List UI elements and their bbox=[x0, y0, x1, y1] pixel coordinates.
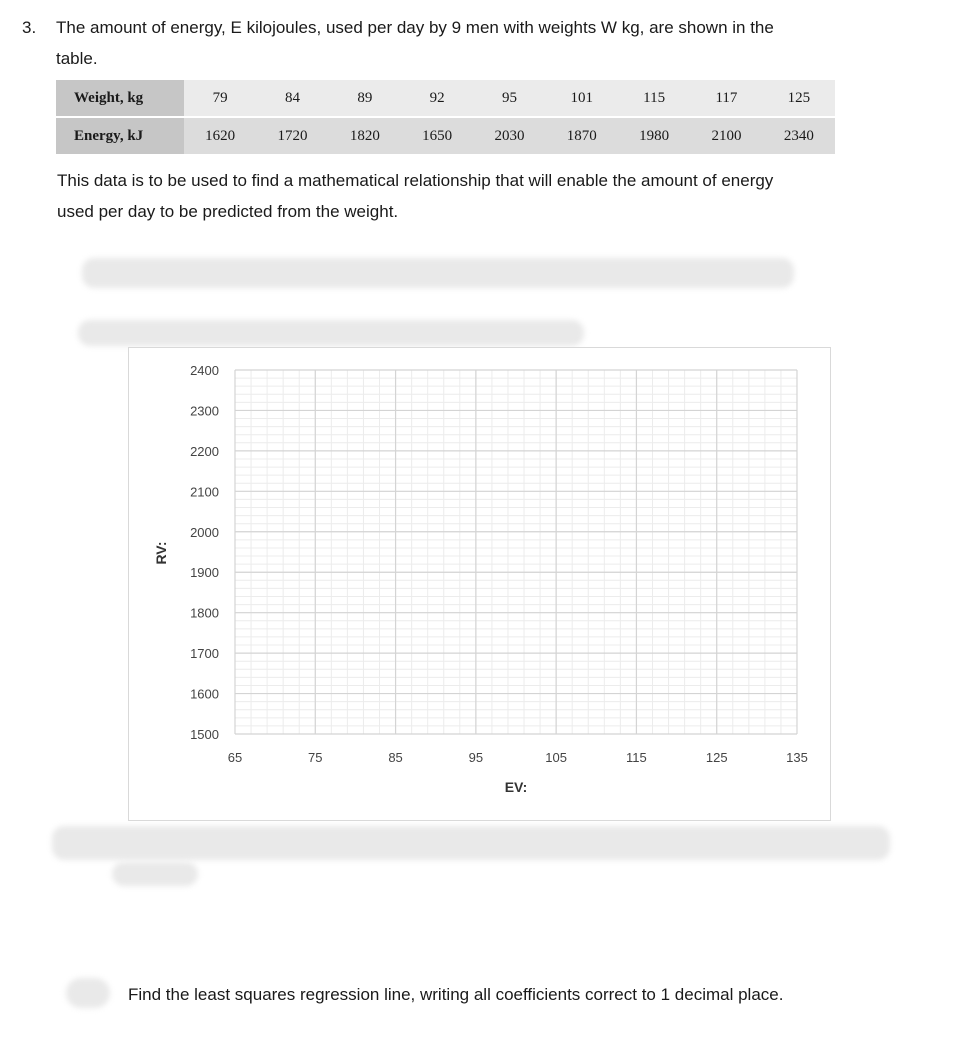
y-tick-label: 1800 bbox=[190, 605, 219, 621]
y-tick-label: 1900 bbox=[190, 565, 219, 581]
y-tick-label: 2400 bbox=[190, 363, 219, 378]
table-cell: 2030 bbox=[473, 117, 545, 154]
table-cell: 2340 bbox=[763, 117, 835, 154]
redacted-line bbox=[82, 258, 794, 288]
x-axis-title: EV: bbox=[504, 779, 528, 795]
chart-canvas bbox=[129, 348, 832, 822]
x-tick-label: 85 bbox=[388, 750, 403, 765]
data-table bbox=[56, 80, 835, 154]
y-tick-label: 1500 bbox=[190, 727, 219, 742]
x-tick-label: 75 bbox=[308, 750, 323, 765]
table-cell: 92 bbox=[401, 80, 473, 117]
x-tick-label: 115 bbox=[626, 750, 647, 765]
table-cell: 84 bbox=[256, 80, 328, 117]
redacted-line bbox=[112, 862, 198, 886]
x-tick-label: 65 bbox=[227, 750, 243, 765]
table-cell: 79 bbox=[184, 80, 256, 117]
y-tick-label: 1700 bbox=[190, 646, 219, 662]
y-axis-title: RV: bbox=[153, 541, 169, 565]
y-axis-ticks bbox=[190, 363, 219, 742]
table-cell: 89 bbox=[329, 80, 401, 117]
table-cell: 1870 bbox=[546, 117, 618, 154]
question-line-1 bbox=[22, 17, 774, 39]
redacted-line bbox=[52, 826, 890, 860]
row-header-energy: Energy, kJ bbox=[56, 117, 184, 154]
x-tick-label: 135 bbox=[786, 750, 808, 765]
redacted-mark bbox=[66, 978, 110, 1008]
table-cell: 1980 bbox=[618, 117, 690, 154]
x-tick-label: 95 bbox=[468, 750, 484, 765]
table-cell: 95 bbox=[473, 80, 545, 117]
question-line-2: table. bbox=[56, 49, 98, 68]
table-cell: 125 bbox=[763, 80, 835, 117]
table-cell: 101 bbox=[546, 80, 618, 117]
y-tick-label: 2300 bbox=[190, 403, 219, 419]
row-header-weight: Weight, kg bbox=[56, 80, 184, 117]
table-cell: 2100 bbox=[690, 117, 762, 154]
question-number: 3. bbox=[22, 18, 37, 37]
table-cell: 1620 bbox=[184, 117, 256, 154]
table-cell: 115 bbox=[618, 80, 690, 117]
x-tick-label: 105 bbox=[545, 750, 567, 765]
chart-grid-minor bbox=[235, 370, 797, 734]
table-cell: 1720 bbox=[256, 117, 328, 154]
table-cell: 117 bbox=[690, 80, 762, 117]
y-tick-label: 2100 bbox=[190, 484, 219, 500]
chart-grid-major bbox=[235, 370, 797, 734]
intro-line-2: used per day to be predicted from the weight. bbox=[57, 202, 399, 221]
y-tick-label: 2200 bbox=[190, 443, 219, 459]
table-row-weight bbox=[56, 80, 835, 117]
question-text: The amount of energy, E kilojoules, used per day by 9 men with weights W kg, are shown in the bbox=[56, 18, 774, 37]
final-question: Find the least squares regression line, writing all coefficients correct to 1 decimal place. bbox=[128, 985, 784, 1004]
table-row-energy bbox=[56, 117, 835, 154]
x-axis-ticks bbox=[228, 750, 808, 765]
y-tick-label: 2000 bbox=[190, 524, 219, 540]
y-tick-label: 1600 bbox=[190, 686, 219, 702]
redacted-line bbox=[78, 320, 584, 346]
intro-line-1: This data is to be used to find a mathematical relationship that will enable the amount of energy bbox=[57, 171, 774, 190]
x-tick-label: 125 bbox=[705, 750, 728, 765]
scatter-chart bbox=[128, 347, 831, 821]
table-cell: 1650 bbox=[401, 117, 473, 154]
table-cell: 1820 bbox=[329, 117, 401, 154]
